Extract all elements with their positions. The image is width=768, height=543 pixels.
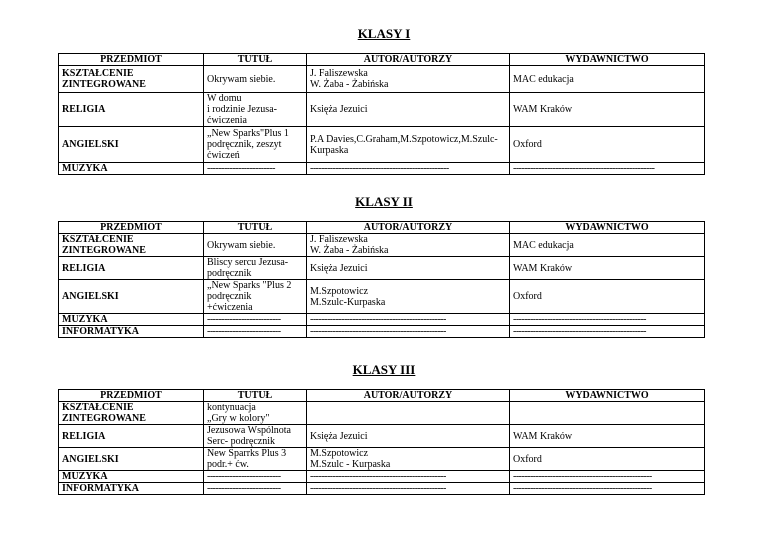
table-row (59, 257, 705, 280)
table-row (59, 163, 705, 175)
publisher-cell: Oxford (510, 448, 705, 471)
publisher-cell: WAM Kraków (510, 257, 705, 280)
title-cell: -------------------------- (204, 314, 307, 326)
title-cell: Okrywam siebie. (204, 66, 307, 93)
subject-cell: MUZYKA (59, 314, 204, 326)
table-row (59, 66, 705, 93)
publisher-cell: MAC edukacja (510, 66, 705, 93)
header-przedmiot: PRZEDMIOT (59, 390, 204, 402)
title-cell: Okrywam siebie. (204, 234, 307, 257)
table-row (59, 280, 705, 314)
section-title-klasy-2: KLASY II (355, 194, 413, 209)
subject-cell: KSZTAŁCENIE ZINTEGROWANE (59, 66, 204, 93)
subject-cell: ANGIELSKI (59, 280, 204, 314)
header-autor: AUTOR/AUTORZY (307, 54, 510, 66)
header-autor: AUTOR/AUTORZY (307, 222, 510, 234)
title-cell: W domu i rodzinie Jezusa- ćwiczenia (204, 93, 307, 127)
table-row (59, 471, 705, 483)
subject-cell: INFORMATYKA (59, 326, 204, 338)
subject-cell: INFORMATYKA (59, 483, 204, 495)
table-row (59, 448, 705, 471)
publisher-cell (510, 402, 705, 425)
publisher-cell: ----------------------------------------------- (510, 314, 705, 326)
table-row (59, 93, 705, 127)
publisher-cell: ------------------------------------------------- (510, 483, 705, 495)
header-wydawnictwo: WYDAWNICTWO (510, 54, 705, 66)
section-title-klasy-1: KLASY I (357, 26, 411, 41)
title-cell: Jezusowa Wspólnota Serc- podręcznik (204, 425, 307, 448)
author-cell: Księża Jezuici (307, 93, 510, 127)
table-klasy-3 (58, 389, 705, 495)
title-cell: „New Sparks "Plus 2 podręcznik +ćwiczenia (204, 280, 307, 314)
header-autor: AUTOR/AUTORZY (307, 390, 510, 402)
table-header-row (59, 54, 705, 66)
table-header-row (59, 390, 705, 402)
subject-cell: MUZYKA (59, 163, 204, 175)
publisher-cell: WAM Kraków (510, 93, 705, 127)
author-cell: ------------------------------------------------ (307, 326, 510, 338)
author-cell: ------------------------------------------------- (307, 163, 510, 175)
header-przedmiot: PRZEDMIOT (59, 54, 204, 66)
author-cell: Księża Jezuici (307, 257, 510, 280)
author-cell: Księża Jezuici (307, 425, 510, 448)
subject-cell: MUZYKA (59, 471, 204, 483)
subject-cell: RELIGIA (59, 425, 204, 448)
title-cell: Bliscy sercu Jezusa- podręcznik (204, 257, 307, 280)
table-header-row (59, 222, 705, 234)
subject-cell: KSZTAŁCENIE ZINTEGROWANE (59, 234, 204, 257)
table-row (59, 314, 705, 326)
header-tytul: TUTUŁ (204, 54, 307, 66)
title-cell: New Sparrks Plus 3 podr.+ ćw. (204, 448, 307, 471)
title-cell: -------------------------- (204, 326, 307, 338)
author-cell: ------------------------------------------------ (307, 471, 510, 483)
publisher-cell: ------------------------------------------------- (510, 471, 705, 483)
section-title-klasy-3: KLASY III (352, 362, 416, 377)
table-row (59, 402, 705, 425)
subject-cell: RELIGIA (59, 93, 204, 127)
table-row (59, 127, 705, 163)
header-przedmiot: PRZEDMIOT (59, 222, 204, 234)
subject-cell: KSZTAŁCENIE ZINTEGROWANE (59, 402, 204, 425)
title-cell: ------------------------ (204, 163, 307, 175)
author-cell: M.Szpotowicz M.Szulc - Kurpaska (307, 448, 510, 471)
publisher-cell: ----------------------------------------------- (510, 326, 705, 338)
publisher-cell: MAC edukacja (510, 234, 705, 257)
author-cell: J. Faliszewska W. Żaba - Żabińska (307, 234, 510, 257)
header-wydawnictwo: WYDAWNICTWO (510, 222, 705, 234)
subject-cell: ANGIELSKI (59, 127, 204, 163)
table-row (59, 483, 705, 495)
table-row (59, 326, 705, 338)
author-cell: P.A Davies,C.Graham,M.Szpotowicz,M.Szulc- Kurpaska (307, 127, 510, 163)
table-row (59, 234, 705, 257)
header-tytul: TUTUŁ (204, 390, 307, 402)
author-cell (307, 402, 510, 425)
title-cell: -------------------------- (204, 483, 307, 495)
title-cell: -------------------------- (204, 471, 307, 483)
header-wydawnictwo: WYDAWNICTWO (510, 390, 705, 402)
author-cell: J. Faliszewska W. Żaba - Żabińska (307, 66, 510, 93)
table-klasy-2 (58, 221, 705, 338)
subject-cell: RELIGIA (59, 257, 204, 280)
publisher-cell: Oxford (510, 280, 705, 314)
author-cell: ------------------------------------------------ (307, 314, 510, 326)
publisher-cell: -------------------------------------------------- (510, 163, 705, 175)
table-klasy-1 (58, 53, 705, 175)
subject-cell: ANGIELSKI (59, 448, 204, 471)
author-cell: ------------------------------------------------ (307, 483, 510, 495)
title-cell: „New Sparks"Plus 1 podręcznik, zeszyt ćwiczeń (204, 127, 307, 163)
publisher-cell: WAM Kraków (510, 425, 705, 448)
table-row (59, 425, 705, 448)
header-tytul: TUTUŁ (204, 222, 307, 234)
title-cell: kontynuacja „Gry w kolory" (204, 402, 307, 425)
publisher-cell: Oxford (510, 127, 705, 163)
author-cell: M.Szpotowicz M.Szulc-Kurpaska (307, 280, 510, 314)
